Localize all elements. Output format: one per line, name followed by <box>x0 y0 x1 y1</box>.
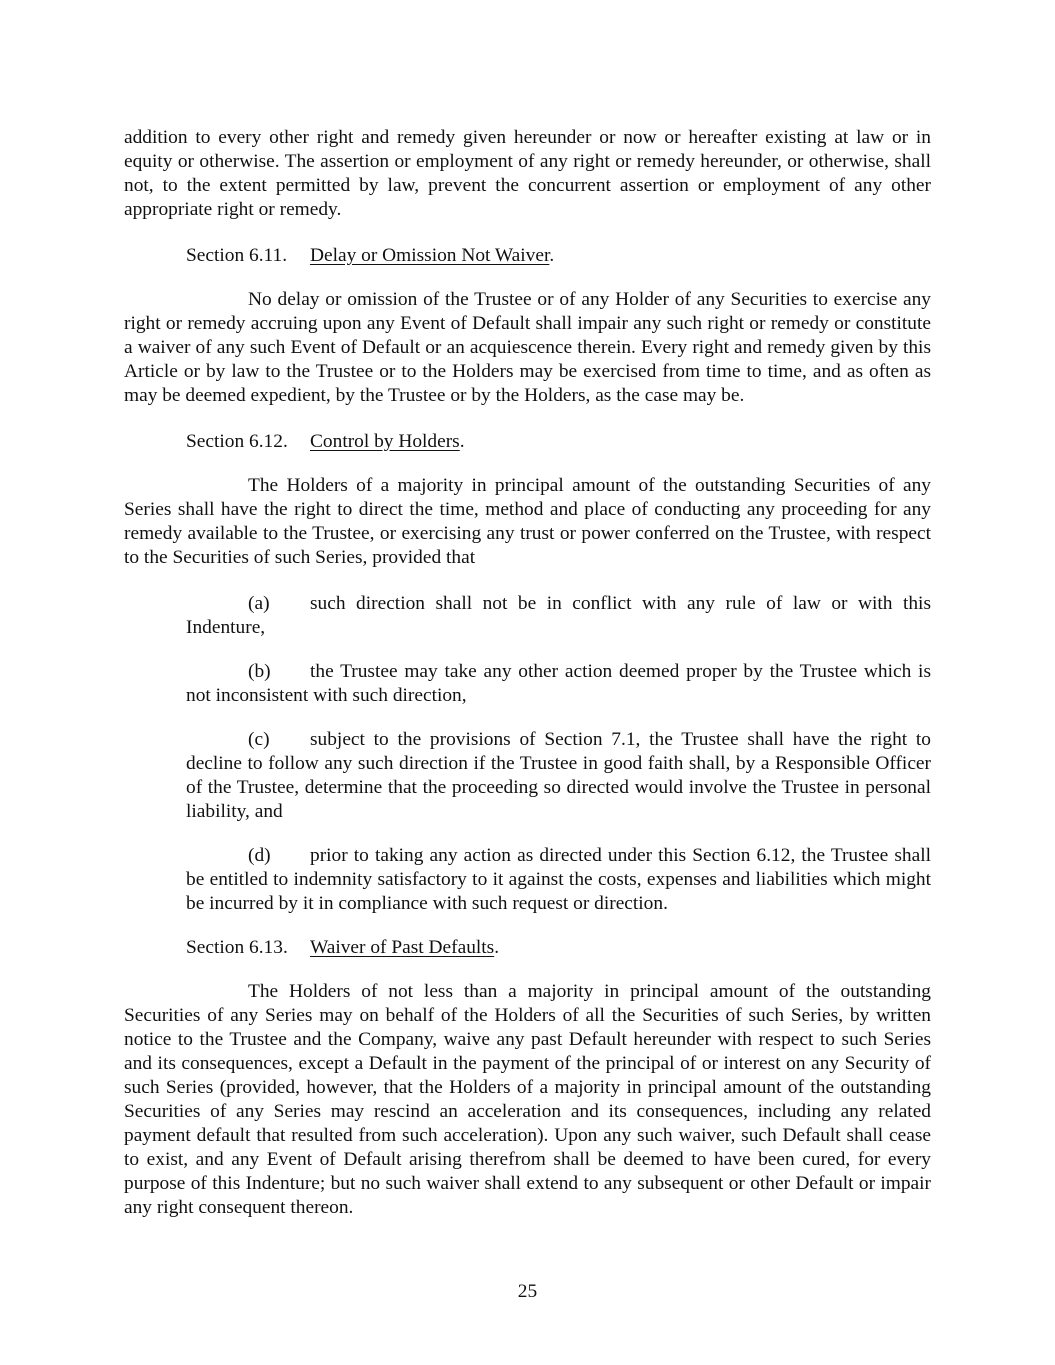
clause-c-label: (c) <box>248 729 270 750</box>
clause-c <box>124 728 931 824</box>
clause-a-label: (a) <box>248 593 270 614</box>
page-number: 25 <box>517 1281 538 1302</box>
section-6-13-number: Section 6.13. <box>186 937 288 958</box>
heading-period: . <box>549 245 555 266</box>
section-6-12-number: Section 6.12. <box>186 431 288 452</box>
section-6-13-title: Waiver of Past Defaults <box>310 937 495 958</box>
clause-a <box>124 592 931 640</box>
clause-c-text: subject to the provisions of Section 7.1, the Trustee shall have the right to decline to follow any such direction if the Trustee in good faith shall, by a Responsible Officer of the Trustee, determine that the proceeding so directed would involve the Trustee in personal liability, and <box>186 729 931 822</box>
section-6-11-number: Section 6.11. <box>186 245 288 266</box>
clause-d-text: prior to taking any action as directed under this Section 6.12, the Trustee shall be entitled to indemnity satisfactory to it against the costs, expenses and liabilities which might be incurred by it in compliance with such request or direction. <box>186 845 931 914</box>
clause-b-label: (b) <box>248 661 271 682</box>
section-6-13-heading <box>124 936 931 960</box>
heading-period: . <box>459 431 465 452</box>
clause-a-text: such direction shall not be in conflict with any rule of law or with this Indenture, <box>186 593 931 638</box>
clause-d <box>124 844 931 916</box>
section-6-11-body: No delay or omission of the Trustee or of any Holder of any Securities to exercise any right or remedy accruing upon any Event of Default shall impair any such right or remedy or constitute a waiver of any such Event of Default or an acquiescence therein. Every right and remedy given by this Article or by law to the Trustee or to the Holders may be exercised from time to time, and as often as may be deemed expedient, by the Trustee or by the Holders, as the case may be. <box>124 289 931 406</box>
section-6-11-heading <box>124 244 931 268</box>
section-6-11-title: Delay or Omission Not Waiver <box>310 245 550 266</box>
section-6-12-heading <box>124 430 931 454</box>
section-6-12-title: Control by Holders <box>310 431 460 452</box>
section-6-12-body: The Holders of a majority in principal amount of the outstanding Securities of any Series shall have the right to direct the time, method and place of conducting any proceeding for any remedy available to the Trustee, or exercising any trust or power conferred on the Trustee, with respect to the Securities of such Series, provided that <box>124 475 931 568</box>
document-page <box>124 126 931 1242</box>
section-6-13-body: The Holders of not less than a majority in principal amount of the outstanding Securities of any Series may on behalf of the Holders of all the Securities of such Series, by written notice to the Trustee and the Company, waive any past Default hereunder with respect to such Series and its consequences, except a Default in the payment of the principal of or interest on any Security of such Series (provided, however, that the Holders of a majority in principal amount of the outstanding Securities of any Series may rescind an acceleration and its consequences, including any related payment default that resulted from such acceleration). Upon any such waiver, such Default shall cease to exist, and any Event of Default arising therefrom shall be deemed to have been cured, for every purpose of this Indenture; but no such waiver shall extend to any subsequent or other Default or impair any right consequent thereon. <box>124 981 931 1218</box>
clause-b-text: the Trustee may take any other action deemed proper by the Trustee which is not inconsistent with such direction, <box>186 661 931 706</box>
clause-b <box>124 660 931 708</box>
clause-d-label: (d) <box>248 845 271 866</box>
opening-paragraph: addition to every other right and remedy given hereunder or now or hereafter existing at law or in equity or otherwise. The assertion or employment of any right or remedy hereunder, or otherwise, shall not, to the extent permitted by law, prevent the concurrent assertion or employment of any other appropriate right or remedy. <box>124 127 931 220</box>
heading-period: . <box>494 937 500 958</box>
